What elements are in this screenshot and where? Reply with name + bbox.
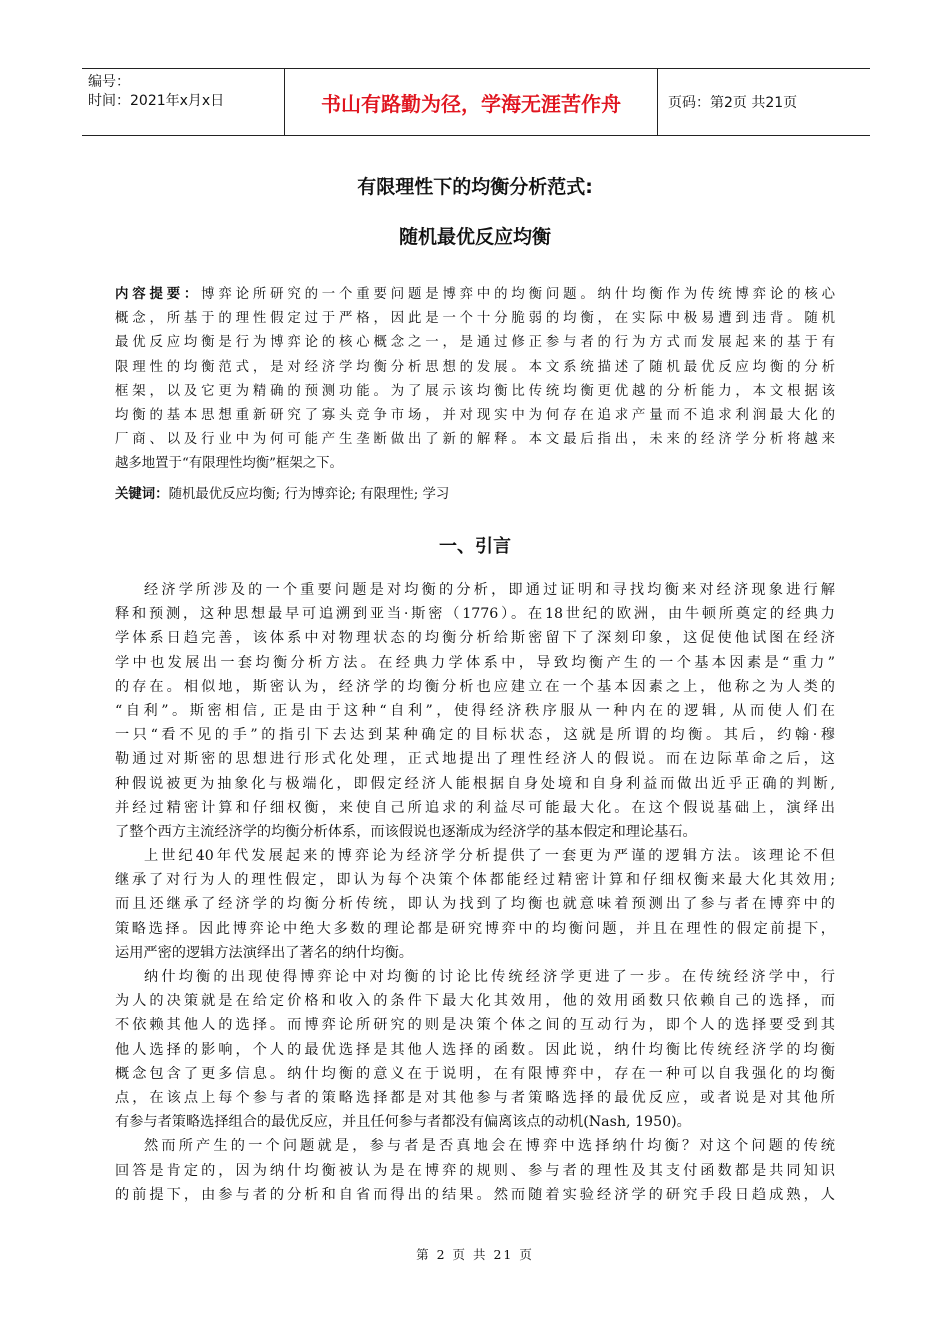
abstract-line: 内容提要：博弈论所研究的一个重要问题是博弈中的均衡问题。纳什均衡作为传统博弈论的核心 <box>115 287 835 302</box>
body-line: 释和预测，这种思想最早可追溯到亚当·斯密（1776）。在18世纪的欧洲，由牛顿所奠定的经典力 <box>115 606 835 623</box>
body-line: 一只“看不见的手”的指引下去达到某种确定的目标状态，这就是所谓的均衡。其后，约翰·穆 <box>115 727 835 744</box>
abstract-line: 概念，所基于的理性假定过于严格，因此是一个十分脆弱的均衡，在实际中极易遭到违背。随机 <box>115 311 835 327</box>
body-line: 学中也发展出一套均衡分析方法。在经典力学体系中，导致均衡产生的一个基本因素是“重力” <box>115 654 835 671</box>
section-title: 一、引言 <box>439 536 511 557</box>
body-line: 纳什均衡的出现使得博弈论中对均衡的讨论比传统经济学更进了一步。在传统经济学中，行 <box>144 969 835 985</box>
body-line: 策略选择。因此博弈论中绝大多数的理论都是研究博弈中的均衡问题，并且在理性的假定前提下， <box>115 920 835 937</box>
body-line: 然而所产生的一个问题就是，参与者是否真地会在博弈中选择纳什均衡？对这个问题的传统 <box>144 1138 835 1155</box>
body-line: 回答是肯定的，因为纳什均衡被认为是在博弈的规则、参与者的理性及其支付函数都是共同知识 <box>115 1162 835 1179</box>
body-line: 并经过精密计算和仔细权衡，来使自己所追求的利益尽可能最大化。在这个假说基础上，演绎出 <box>115 799 835 816</box>
body-line: 了整个西方主流经济学的均衡分析体系，而该假说也逐渐成为经济学的基本假定和理论基石。 <box>115 823 697 840</box>
abstract-line: 限理性的均衡范式，是对经济学均衡分析思想的发展。本文系统描述了随机最优反应均衡的分析 <box>115 359 835 375</box>
keywords-text: 随机最优反应均衡; 行为博弈论; 有限理性; 学习 <box>168 487 450 502</box>
abstract-line: 越多地置于“有限理性均衡”框架之下。 <box>115 456 343 472</box>
header-page-info: 页码：第2页 共21页 <box>668 95 798 111</box>
body-line: 为人的决策就是在给定价格和收入的条件下最大化其效用，他的效用函数只依赖自己的选择，而 <box>115 993 835 1010</box>
keywords-label: 关键词： <box>115 487 169 502</box>
body-line: 勒通过对斯密的思想进行形式化处理，正式地提出了理性经济人的假说。而在边际革命之后，这 <box>115 751 835 768</box>
abstract-line: 均衡的基本思想重新研究了寡头竞争市场，并对现实中为何存在追求产量而不追求利润最大化的 <box>115 408 835 424</box>
body-line: 点，在该点上每个参与者的策略选择都是对其他参与者策略选择的最优反应，或者说是对其他所 <box>115 1089 835 1106</box>
abstract-line: 框架，以及它更为精确的预测功能。为了展示该均衡比传统均衡更优越的分析能力，本文根据该 <box>115 383 835 399</box>
header-table <box>82 68 870 136</box>
document-time: 时间：2021年x月x日 <box>88 93 225 109</box>
title-line-1: 有限理性下的均衡分析范式: <box>357 176 593 198</box>
body-line: 而且还继承了经济学的均衡分析传统，即认为找到了均衡也就意味着预测出了参与者在博弈中的 <box>115 896 835 913</box>
body-line: 他人选择的影响，个人的最优选择是其他人选择的函数。因此说，纳什均衡比传统经济学的均衡 <box>115 1041 835 1058</box>
paragraph <box>115 1134 835 1207</box>
title-line-2: 随机最优反应均衡 <box>398 226 551 248</box>
document-number: 编号： <box>88 74 130 90</box>
page-footer: 第 2 页 共 21 页 <box>416 1247 534 1262</box>
body-line: 的前提下，由参与者的分析和自省而得出的结果。然而随着实验经济学的研究手段日趋成熟，人 <box>115 1186 835 1203</box>
body-line: 概念包含了更多信息。纳什均衡的意义在于说明，在有限博弈中，存在一种可以自我强化的均衡 <box>115 1065 835 1082</box>
body-line: “自利”。斯密相信, 正是由于这种“自利”，使得经济秩序服从一种内在的逻辑, 从而使人们在 <box>115 702 835 719</box>
body-line: 继承了对行为人的理性假定，即认为每个决策个体都能经过精密计算和仔细权衡来最大化其效用; <box>115 872 835 889</box>
body-line: 运用严密的逻辑方法演绎出了著名的纳什均衡。 <box>115 944 413 961</box>
keywords <box>115 484 835 506</box>
abstract-line: 厂商、以及行业中为何可能产生垄断做出了新的解释。本文最后指出，未来的经济学分析将越来 <box>115 432 835 448</box>
header-motto: 书山有路勤为径，学海无涯苦作舟 <box>285 69 658 135</box>
abstract-line: 最优反应均衡是行为博弈论的核心概念之一，是通过修正参与者的行为方式而发展起来的基于有 <box>115 335 835 351</box>
body-line: 的存在。相似地，斯密认为，经济学的均衡分析也应建立在一个基本因素之上，他称之为人类的 <box>115 678 835 695</box>
body-text <box>115 578 835 1207</box>
body-line: 种假说被更为抽象化与极端化，即假定经济人能根据自身处境和自身利益而做出近乎正确的判断, <box>115 775 835 792</box>
abstract <box>115 283 835 477</box>
paragraph <box>115 844 835 965</box>
header-meta <box>82 69 285 135</box>
paragraph <box>115 965 835 1134</box>
body-line: 有参与者策略选择组合的最优反应，并且任何参与者都没有偏离该点的动机(Nash, 1950)。 <box>115 1114 691 1131</box>
paragraph <box>115 578 835 844</box>
body-line: 上世纪40年代发展起来的博弈论为经济学分析提供了一套更为严谨的逻辑方法。该理论不但 <box>144 848 835 865</box>
abstract-label: 内容提要： <box>115 287 202 302</box>
body-line: 不依赖其他人的选择。而博弈论所研究的则是决策个体之间的互动行为，即个人的选择要受到其 <box>115 1017 835 1034</box>
body-line: 经济学所涉及的一个重要问题是对均衡的分析，即通过证明和寻找均衡来对经济现象进行解 <box>144 582 835 598</box>
body-line: 学体系日趋完善，该体系中对物理状态的均衡分析给斯密留下了深刻印象，这促使他试图在经济 <box>115 630 835 647</box>
